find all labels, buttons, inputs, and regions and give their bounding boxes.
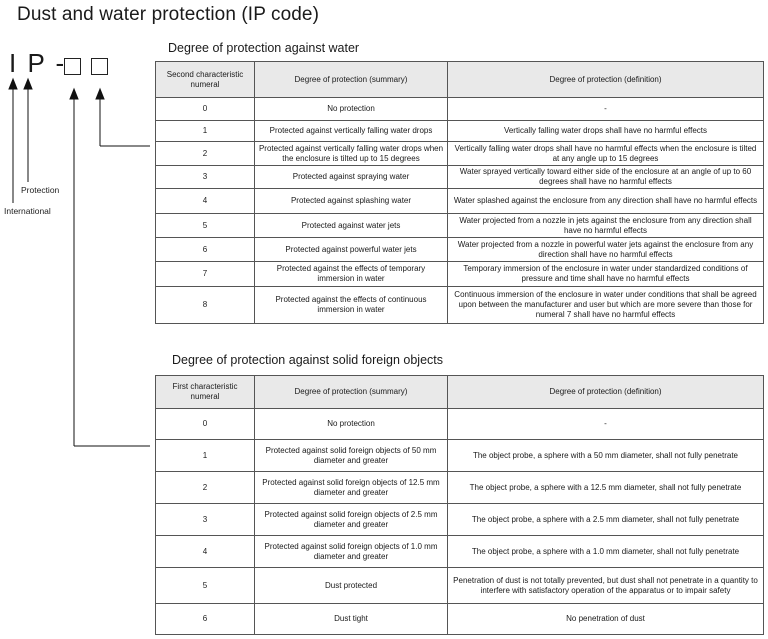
numeral-cell: 1 (156, 440, 255, 472)
summary-cell: Dust tight (255, 604, 448, 635)
table-row (156, 121, 764, 142)
table-row (156, 409, 764, 440)
definition-cell: Water projected from a nozzle in jets against the enclosure from any direction shall have no harmful effects (448, 214, 764, 238)
definition-cell: The object probe, a sphere with a 2.5 mm diameter, shall not fully penetrate (448, 504, 764, 536)
table-row (156, 287, 764, 324)
numeral-cell: 1 (156, 121, 255, 142)
numeral-cell: 5 (156, 568, 255, 604)
summary-cell: Protected against solid foreign objects of 2.5 mm diameter and greater (255, 504, 448, 536)
definition-cell: Vertically falling water drops shall have no harmful effects (448, 121, 764, 142)
numeral-cell: 6 (156, 604, 255, 635)
summary-cell: Protected against spraying water (255, 166, 448, 189)
water-protection-table (155, 61, 764, 324)
protection-label: Protection (21, 185, 60, 195)
definition-cell: The object probe, a sphere with a 12.5 mm diameter, shall not fully penetrate (448, 472, 764, 504)
summary-cell: Protected against the effects of continuous immersion in water (255, 287, 448, 324)
water-section-title: Degree of protection against water (168, 41, 360, 55)
table-row (156, 166, 764, 189)
summary-cell: Protected against solid foreign objects of 12.5 mm diameter and greater (255, 472, 448, 504)
numeral-cell: 0 (156, 409, 255, 440)
header-numeral: First characteristic numeral (156, 376, 255, 409)
page-title: Dust and water protection (IP code) (17, 4, 320, 25)
summary-cell: Protected against vertically falling water drops when the enclosure is tilted up to 15 degrees (255, 142, 448, 166)
table-row (156, 142, 764, 166)
numeral-cell: 4 (156, 189, 255, 214)
numeral-cell: 3 (156, 166, 255, 189)
definition-cell: - (448, 98, 764, 121)
summary-cell: Protected against vertically falling water drops (255, 121, 448, 142)
ip-code-prefix: I P - (9, 48, 67, 78)
definition-cell: - (448, 409, 764, 440)
table-row (156, 238, 764, 262)
definition-cell: No penetration of dust (448, 604, 764, 635)
numeral-cell: 2 (156, 142, 255, 166)
summary-cell: Protected against solid foreign objects of 50 mm diameter and greater (255, 440, 448, 472)
table-row (156, 504, 764, 536)
first-numeral-arrow-icon (70, 89, 78, 99)
definition-cell: Water splashed against the enclosure from any direction shall have no harmful effects (448, 189, 764, 214)
international-label: International (4, 206, 51, 216)
table-row (156, 98, 764, 121)
header-numeral: Second characteristic numeral (156, 62, 255, 98)
numeral-cell: 3 (156, 504, 255, 536)
summary-cell: Protected against powerful water jets (255, 238, 448, 262)
numeral-cell: 0 (156, 98, 255, 121)
numeral-cell: 8 (156, 287, 255, 324)
table-row (156, 189, 764, 214)
numeral-cell: 4 (156, 536, 255, 568)
table-row (156, 440, 764, 472)
numeral-cell: 5 (156, 214, 255, 238)
header-definition: Degree of protection (definition) (448, 62, 764, 98)
header-definition: Degree of protection (definition) (448, 376, 764, 409)
numeral-cell: 7 (156, 262, 255, 287)
definition-cell: Penetration of dust is not totally prevented, but dust shall not penetrate in a quantity to interfere with satisfactory operation of the apparatus or to impair safety (448, 568, 764, 604)
second-numeral-arrow-icon (96, 89, 104, 99)
definition-cell: Water projected from a nozzle in powerful water jets against the enclosure from any direction shall have no harmful effects (448, 238, 764, 262)
table-row (156, 472, 764, 504)
summary-cell: Protected against splashing water (255, 189, 448, 214)
numeral-cell: 6 (156, 238, 255, 262)
table-row (156, 568, 764, 604)
summary-cell: Dust protected (255, 568, 448, 604)
definition-cell: Water sprayed vertically toward either side of the enclosure at an angle of up to 60 degrees shall have no harmful effects (448, 166, 764, 189)
table-row (156, 262, 764, 287)
definition-cell: The object probe, a sphere with a 50 mm diameter, shall not fully penetrate (448, 440, 764, 472)
international-arrow-icon (9, 79, 17, 89)
definition-cell: Temporary immersion of the enclosure in water under standardized conditions of pressure and time shall have no harmful effects (448, 262, 764, 287)
table-header-row (156, 376, 764, 409)
header-summary: Degree of protection (summary) (255, 62, 448, 98)
summary-cell: No protection (255, 98, 448, 121)
summary-cell: Protected against solid foreign objects of 1.0 mm diameter and greater (255, 536, 448, 568)
summary-cell: Protected against the effects of temporary immersion in water (255, 262, 448, 287)
summary-cell: Protected against water jets (255, 214, 448, 238)
table-header-row (156, 62, 764, 98)
summary-cell: No protection (255, 409, 448, 440)
header-summary: Degree of protection (summary) (255, 376, 448, 409)
numeral-cell: 2 (156, 472, 255, 504)
first-numeral-box (64, 58, 81, 75)
definition-cell: The object probe, a sphere with a 1.0 mm diameter, shall not fully penetrate (448, 536, 764, 568)
table-row (156, 214, 764, 238)
second-numeral-box (91, 58, 108, 75)
table-row (156, 604, 764, 635)
solid-protection-table (155, 375, 764, 635)
definition-cell: Continuous immersion of the enclosure in water under conditions that shall be agreed upon between the manufacturer and user but which are more severe than those for numeral 7 shall have no harmful effects (448, 287, 764, 324)
protection-arrow-icon (24, 79, 32, 89)
table-row (156, 536, 764, 568)
definition-cell: Vertically falling water drops shall have no harmful effects when the enclosure is tilted at any angle up to 15 degrees (448, 142, 764, 166)
solid-section-title: Degree of protection against solid foreign objects (172, 353, 443, 367)
